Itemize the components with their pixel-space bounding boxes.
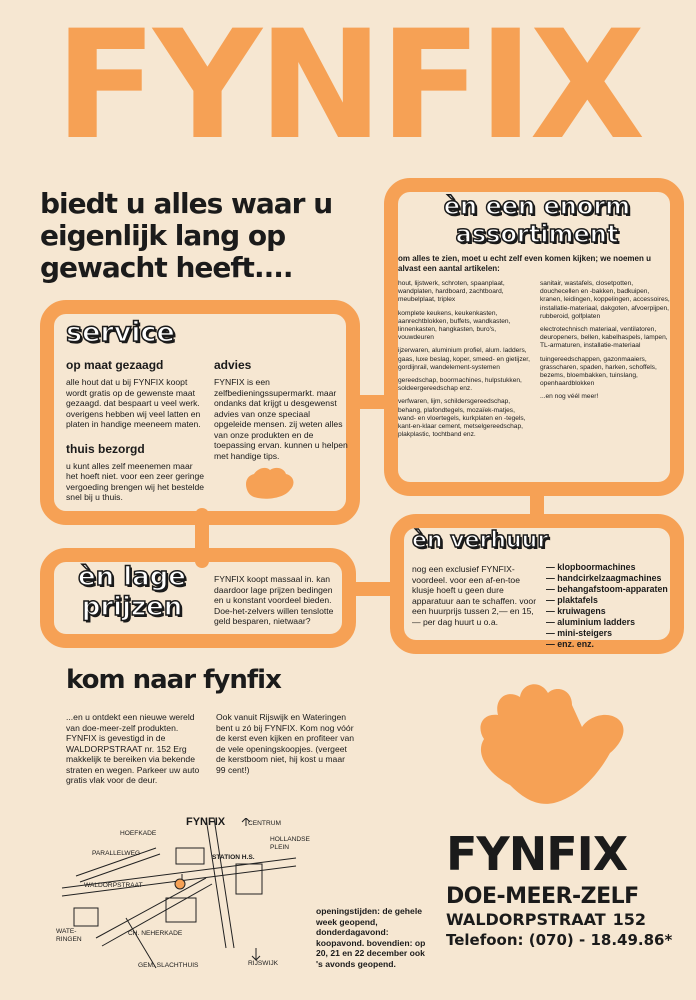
footer-slogan: DOE-MEER-ZELF (446, 884, 639, 909)
service-col-right (214, 358, 348, 461)
prijzen-title-line1: èn lage (78, 562, 186, 592)
list-item: ...en nog véél meer! (540, 393, 599, 401)
map-centrum-label: CENTRUM (248, 820, 281, 827)
small-hand-icon (240, 462, 298, 502)
map-neherkade-label: CH. NEHERKADE (128, 930, 183, 937)
service-text: FYNFIX is een zelfbedieningssupermarkt. maar ondanks dat krijgt u desgewenst advies van onze speciaal opgeleide mensen. zij weten alles van onze produkten en de toepassing ervan. kunnen u helpen met handige tips. (214, 377, 348, 461)
list-item: — handcirkelzaagmachines (546, 573, 662, 583)
verhuur-title: èn verhuur (412, 528, 549, 553)
prijzen-text: FYNFIX koopt massaal in. kan daardoor lage prijzen bedingen en u konstant voordeel bieden. Doe-het-zelvers willen tenslotte geld besparen, nietwaar? (214, 574, 334, 626)
list-item: sanitair, wastafels, closetpotten, douchecellen en -bakken, badkuipen, kranen, leidingen, koppelingen, accessoires, installatie-materiaal, dakgoten, afvoerpijpen, rubberoid, golfplaten (540, 280, 670, 320)
footer-phone: Telefoon: (070) - 18.49.86* (446, 931, 673, 949)
list-item: — klopboormachines (546, 562, 636, 572)
list-item: — enz. enz. (546, 639, 594, 649)
verhuur-text: nog een exclusief FYNFIX-voordeel. voor een af-en-toe klusje hoeft u geen dure apparatuur aan te schaffen. voor een huurprijs tussen 2,— en 15,— per dag huurt u o.a. (412, 564, 537, 627)
list-item: electrotechnisch materiaal, ventilatoren, deuropeners, bellen, kabelhaspels, lampen, TL-armaturen, installatie-materiaal (540, 326, 668, 350)
map-slachthuis-label: GEM. SLACHTHUIS (138, 962, 199, 969)
kom-right-text: Ook vanuit Rijswijk en Wateringen bent u zó bij FYNFIX. Kom nog vóór de kerst even kijken en profiteer van de vele openingskoopjes. (vergeet de kerstboom niet, hij kost u maar 99 cent!) (216, 712, 355, 775)
assortiment-intro: om alles te zien, moet u echt zelf even komen kijken; we noemen u alvast een aantal artikelen: (398, 254, 651, 273)
list-item: — kruiwagens (546, 606, 606, 616)
service-text: u kunt alles zelf meenemen maar het hoeft niet. voor een zeer geringe vergoeding brengen wij het bestelde snel bij u thuis. (66, 460, 205, 502)
map-rijswijk-label: RIJSWIJK (248, 960, 279, 967)
footer-number: 152 (612, 910, 646, 929)
tagline: biedt u alles waar u eigenlijk lang op gewacht heeft.... (40, 187, 333, 284)
footer-brand: FYNFIX (446, 827, 628, 881)
list-item: komplete keukens, keukenkasten, aanrechtblokken, buffets, wandkasten, linnenkasten, hangkasten, buro's, vouwdeuren (398, 309, 511, 342)
map-station-label: STATION H.S. (212, 854, 255, 861)
list-item: — mini-steigers (546, 628, 613, 638)
map-straat-label: WALDORPSTRAAT (84, 882, 143, 889)
location-map (56, 818, 306, 978)
openingstijden: openingstijden: de gehele week geopend, donderdagavond: koopavond. bovendien: op 20, 21 en 22 december ook 's avonds geopend. (316, 906, 426, 969)
list-item: verfwaren, lijm, schildersgereedschap, behang, plafondtegels, mozaïek-matjes, wand- en vloertegels, kurkplaten en -tegels, kant-en-klaar cement, metselgereedschap, plakplastic, tochtband enz. (398, 398, 526, 439)
verhuur-list (546, 562, 678, 650)
list-item: — behangafstoom-apparaten (546, 584, 668, 594)
list-item: — plaktafels (546, 595, 598, 605)
map-weteringen-label: WATE-RINGEN (56, 928, 82, 944)
list-item: tuingereedschappen, gazonmaaiers, grasscharen, spaden, harken, schoffels, bezems, bloembakken, tuinslang, openhaardblokken (540, 355, 657, 388)
assortiment-col1 (398, 280, 530, 439)
assortiment-col2 (540, 280, 672, 402)
footer-street: WALDORPSTRAAT (446, 910, 606, 929)
list-item: — aluminium ladders (546, 617, 635, 627)
assortiment-title (412, 192, 662, 248)
service-title: service (66, 317, 175, 348)
list-item: gereedschap, boormachines, hulpstukken, soldeergereedschap enz. (398, 377, 522, 393)
prijzen-title-line2: prijzen (81, 592, 183, 622)
list-item: ijzerwaren, aluminium profiel, alum. ladders, gaas, luxe beslag, koper, smeed- en gietijzer, gordijnrail, wandelement-systemen (398, 347, 530, 371)
map-parallelweg-label: PARALLELWEG (92, 850, 141, 857)
service-heading: op maat gezaagd (66, 358, 164, 372)
assortiment-title-line1: èn een enorm (443, 192, 631, 220)
hand-icon (470, 675, 650, 815)
service-text: alle hout dat u bij FYNFIX koopt wordt gratis op de gewenste maat gezaagd. dat bespaart u veel werk. overigens hebben wij veel latten en platen in handige meeneem maten. (66, 377, 201, 429)
service-heading: advies (214, 358, 252, 372)
assortiment-title-line2: assortiment (455, 220, 619, 248)
list-item: hout, lijstwerk, schroten, spaanplaat, wandplaten, hardboard, zachtboard, meubelplaat, triplex (398, 280, 505, 304)
kom-title: kom naar fynfix (66, 665, 281, 695)
service-col-left (66, 358, 206, 503)
prijzen-title (62, 562, 202, 622)
map-plein-label: HOLLANDSE PLEIN (270, 836, 310, 852)
kom-left-text: ...en u ontdekt een nieuwe wereld van doe-meer-zelf produkten. FYNFIX is gevestigd in de WALDORPSTRAAT nr. 152 Erg makkelijk te bereiken via bekende straten en wegen. Parkeer uw auto gratis vlak voor de deur. (66, 712, 200, 785)
service-heading: thuis bezorgd (66, 441, 145, 456)
footer-address (446, 910, 646, 930)
map-brand-label: FYNFIX (186, 816, 226, 828)
brand-title: FYNFIX (54, 0, 642, 173)
map-hoefkade-label: HOEFKADE (120, 830, 157, 837)
